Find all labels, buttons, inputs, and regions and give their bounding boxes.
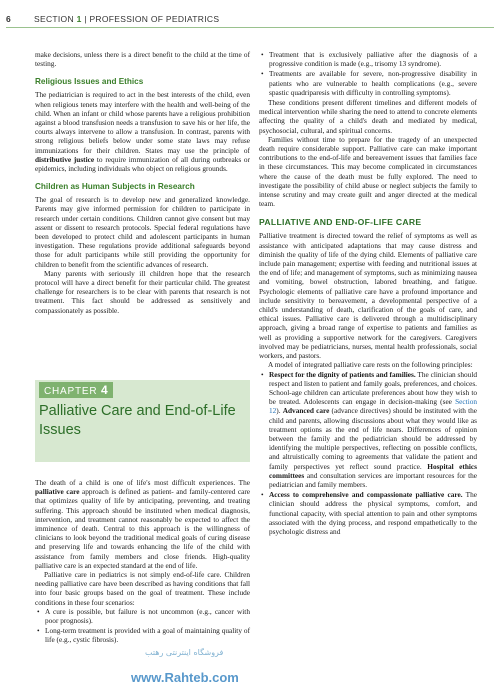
- running-head: [34, 14, 219, 24]
- section-number: 1: [76, 14, 82, 24]
- list-item: • Long-term treatment is provided with a goal of maintaining quality of life (e.g., cystic fibrosis).: [45, 626, 250, 644]
- paragraph: Palliative care in pediatrics is not simply end-of-life care. Children needing palliative care have been described as having conditions that fall into four basic groups based on the goal of treatment. These include conditions in these four scenarios:: [35, 570, 250, 607]
- scenario-list-continued: [259, 50, 477, 97]
- header-rule: [6, 27, 494, 28]
- paragraph: These conditions present different timelines and different models of medical intervention while sharing the need to attend to concrete elements affecting the quality of a child's death and mediated by medical, psychosocial, cultural, and spiritual concerns.: [259, 98, 477, 135]
- list-item: • Treatment that is exclusively palliative after the diagnosis of a progressive condition is made (e.g., trisomy 13 syndrome).: [269, 50, 477, 68]
- page-number: 6: [6, 14, 11, 24]
- paragraph: Many parents with seriously ill children hope that the research protocol will have a direct benefit for their particular child. The greatest challenge for researchers is to be clear with parents that research is not treatment. This fact should be addressed as sensitively and compassionately as possible.: [35, 268, 250, 315]
- principles-list: [259, 370, 477, 537]
- chapter-number: 4: [100, 383, 109, 397]
- right-column: [259, 50, 477, 537]
- list-item: • Treatments are available for severe, non-progressive disability in patients who are vulnerable to health complications (e.g., severe spastic quadriparesis with difficulty in controlling symptoms).: [269, 69, 477, 97]
- paragraph: The goal of research is to develop new and generalized knowledge. Parents may give informed permission for children to participate in research under certain conditions. Children cannot give consent but may assent or dissent to research protocols. Special federal regulations have been developed to protect child and adolescent participants in human investigation. These regulations provide additional safeguards beyond those for adult participants while still providing the opportunity for children to benefit from the scientific advances of research.: [35, 195, 250, 269]
- subheading-religious: Religious Issues and Ethics: [35, 77, 144, 87]
- watermark: [131, 636, 249, 688]
- section-link[interactable]: Section 12: [269, 397, 478, 416]
- bold-term: distributive justice: [35, 154, 95, 164]
- left-column: [35, 50, 250, 315]
- section-separator: |: [84, 14, 87, 24]
- bold-term: palliative care: [35, 487, 80, 497]
- chapter-title: Palliative Care and End-of-Life Issues: [39, 403, 236, 438]
- paragraph: The pediatrician is required to act in the best interests of the child, even when religious tenets may interfere with the health and well-being of the child. When an infant or child whose parents have a religious prohibition against a blood transfusion needs a transfusion to save his or her life, the courts always intervene to allow a transfusion. In contrast, parents with strong religious beliefs below under some state laws may refuse immunizations for their children. States may use the principle of distributive justice to require immunization of all during outbreaks or epidemics, including individuals who object on religious grounds.: [35, 90, 251, 174]
- list-item: • A cure is possible, but failure is not uncommon (e.g., cancer with poor prognosis).: [45, 607, 250, 625]
- chapter-banner: [35, 380, 250, 462]
- paragraph: make decisions, unless there is a direct benefit to the child at the time of testing.: [35, 50, 250, 69]
- subheading-research: Children as Human Subjects in Research: [35, 182, 195, 192]
- paragraph: A model of integrated palliative care rests on the following principles:: [268, 360, 473, 370]
- page-header: [6, 13, 494, 27]
- left-column-lower: [35, 478, 250, 646]
- chapter-label: CHAPTER 4: [39, 382, 113, 398]
- section-heading-palliative: PALLIATIVE AND END-OF-LIFE CARE: [259, 217, 422, 228]
- list-item: • Respect for the dignity of patients and families. The clinician should respect and listen to patient and family goals, preferences, and choices. School-age children can articulate preferences about how they wish to be treated. Adolescents can engage in decision-making (see Section 12). Advanced care (advance directives) should be instituted with the child and parents, allowing discussions about what they would like as treatment options as the end of life nears. Differences of opinion between the family and the pediatrician should be addressed by identifying the multiple perspectives, reflecting on possible conflicts, and altruistically coming to agreements that validate the patient and family perspectives yet reflect sound practice. Hospital ethics committees and consultation services are important resources for the pediatrician and family members.: [269, 370, 477, 490]
- watermark-url: www.Rahteb.com: [131, 670, 239, 685]
- paragraph: The death of a child is one of life's most difficult experiences. The palliative care approach is defined as patient- and family-centered care that optimizes quality of life by anticipating, preventing, and treating suffering. This approach should be instituted when medical diagnosis, intervention, and treatment cannot reasonably be expected to affect the imminence of death. Central to this approach is the willingness of clinicians to look beyond the traditional medical goals of curing disease and preserving life and towards enhancing the life of the child with assistance from family members and close friends. High-quality palliative care is an expected standard at the end of life.: [35, 478, 251, 570]
- paragraph: Palliative treatment is directed toward the relief of symptoms as well as assistance with anticipated adaptations that may cause distress and diminish the quality of life of the dying child. Elements of palliative care include pain management; expertise with feeding and nutritional issues at the end of life; and management of symptoms, such as minimizing nausea and vomiting, bowel obstruction, labored breathing, and fatigue. Psychologic elements of palliative care have a profound importance and include sensitivity to bereavement, a developmental perspective of a child's understanding of death, clarification of the goals of care, and ethical issues. Palliative care is delivered through a multidisciplinary approach, giving a broad range of expertise to patients and families as well as providing a supportive network for the caregivers. Caregivers involved may be pediatricians, nurses, mental health professionals, social workers, and pastors.: [259, 231, 477, 361]
- section-title: PROFESSION OF PEDIATRICS: [89, 14, 220, 24]
- section-label: SECTION: [34, 14, 74, 24]
- list-item: • Access to comprehensive and compassionate palliative care. The clinician should address the physical symptoms, comfort, and functional capacity, with special attention to pain and other symptoms associated with the dying process, and respond empathetically to the psychologic distress and: [269, 490, 477, 536]
- paragraph: Families without time to prepare for the tragedy of an unexpected death require considerable support. Palliative care can make important contributions to the end-of-life and bereavement issues that families face in these circumstances. This may become complicated in circumstances where the cause of the death must be fully explored. The need to investigate the possibility of child abuse or neglect subjects the family to intense scrutiny and may create guilt and anger directed at the medical team.: [259, 134, 477, 209]
- watermark-persian-text: فروشگاه اینترنتی رهتب: [145, 648, 224, 657]
